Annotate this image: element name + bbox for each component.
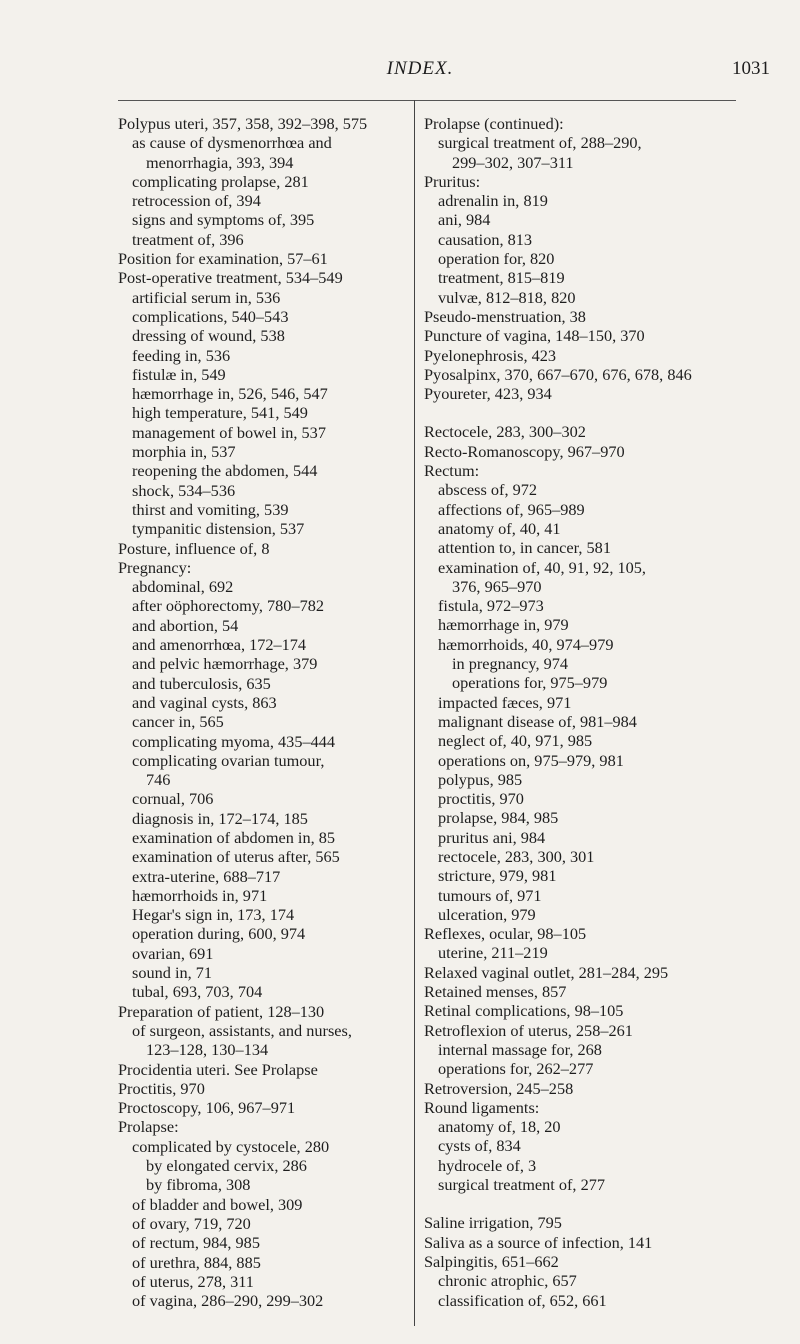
index-entry: Round ligaments:	[424, 1097, 540, 1117]
index-subentry: hæmorrhoids, 40, 974–979	[438, 634, 614, 654]
index-entry: Procidentia uteri. See Prolapse	[118, 1059, 318, 1079]
header-rule	[118, 100, 736, 101]
index-subentry: operations on, 975–979, 981	[438, 750, 624, 770]
index-subentry: complications, 540–543	[132, 306, 289, 326]
index-entry: Position for examination, 57–61	[118, 249, 328, 269]
index-entry: Rectum:	[424, 461, 480, 481]
index-subentry: 299–302, 307–311	[452, 152, 574, 172]
index-subentry: and tuberculosis, 635	[132, 673, 271, 693]
index-entry: Puncture of vagina, 148–150, 370	[424, 326, 645, 346]
index-subentry: anatomy of, 40, 41	[438, 518, 561, 538]
index-subentry: complicated by cystocele, 280	[132, 1136, 330, 1156]
index-subentry: of uterus, 278, 311	[132, 1271, 254, 1291]
index-subentry: treatment, 815–819	[438, 268, 565, 288]
index-subentry: hæmorrhage in, 979	[438, 615, 569, 635]
index-subentry: chronic atrophic, 657	[438, 1271, 577, 1291]
index-subentry: impacted fæces, 971	[438, 692, 572, 712]
index-subentry: vulvæ, 812–818, 820	[438, 287, 576, 307]
index-subentry: polypus, 985	[438, 769, 523, 789]
index-subentry: abdominal, 692	[132, 577, 234, 597]
index-subentry: Hegar's sign in, 173, 174	[132, 905, 295, 925]
index-subentry: 123–128, 130–134	[146, 1040, 269, 1060]
index-subentry: as cause of dysmenorrhœa and	[132, 133, 332, 153]
index-subentry: examination of abdomen in, 85	[132, 827, 336, 847]
index-subentry: hæmorrhoids in, 971	[132, 885, 268, 905]
index-subentry: signs and symptoms of, 395	[132, 210, 315, 230]
index-subentry: complicating prolapse, 281	[132, 171, 309, 191]
page-header	[70, 58, 770, 92]
index-entry: Salpingitis, 651–662	[424, 1251, 559, 1271]
index-subentry: rectocele, 283, 300, 301	[438, 846, 595, 866]
index-subentry: by elongated cervix, 286	[146, 1156, 307, 1176]
index-subentry: 376, 965–970	[452, 576, 542, 596]
index-entry: Saline irrigation, 795	[424, 1213, 562, 1233]
index-entry: Prolapse (continued):	[424, 114, 564, 133]
index-subentry: of urethra, 884, 885	[132, 1252, 261, 1272]
index-entry: Posture, influence of, 8	[118, 538, 270, 558]
index-subentry: in pregnancy, 974	[452, 654, 569, 674]
index-subentry: examination of, 40, 91, 92, 105,	[438, 557, 647, 577]
index-subentry: sound in, 71	[132, 963, 213, 983]
index-subentry: uterine, 211–219	[438, 943, 548, 963]
index-subentry: artificial serum in, 536	[132, 287, 281, 307]
index-entry: Pruritus:	[424, 171, 481, 191]
index-entry: Retroflexion of uterus, 258–261	[424, 1020, 633, 1040]
index-subentry: reopening the abdomen, 544	[132, 461, 318, 481]
index-subentry: retrocession of, 394	[132, 191, 261, 211]
index-entry: Retinal complications, 98–105	[424, 1001, 624, 1021]
index-subentry: pruritus ani, 984	[438, 827, 546, 847]
index-subentry: of bladder and bowel, 309	[132, 1194, 303, 1214]
index-subentry: hæmorrhage in, 526, 546, 547	[132, 384, 328, 404]
index-subentry: affections of, 965–989	[438, 499, 585, 519]
index-subentry: dressing of wound, 538	[132, 326, 285, 346]
index-entry: Prolapse:	[118, 1117, 179, 1137]
index-subentry: operations for, 975–979	[452, 673, 608, 693]
index-subentry: operations for, 262–277	[438, 1059, 594, 1079]
index-subentry: diagnosis in, 172–174, 185	[132, 808, 308, 828]
index-subentry: causation, 813	[438, 229, 533, 249]
index-subentry: tubal, 693, 703, 704	[132, 982, 263, 1002]
index-entry: Pseudo-menstruation, 38	[424, 306, 586, 326]
index-subentry: examination of uterus after, 565	[132, 847, 340, 867]
index-subentry: management of bowel in, 537	[132, 422, 326, 442]
index-entry: Pyosalpinx, 370, 667–670, 676, 678, 846	[424, 364, 692, 384]
index-subentry: shock, 534–536	[132, 480, 236, 500]
index-entry: Proctoscopy, 106, 967–971	[118, 1098, 296, 1118]
index-subentry: of rectum, 984, 985	[132, 1233, 260, 1253]
index-subentry: fistula, 972–973	[438, 596, 544, 616]
index-subentry: of ovary, 719, 720	[132, 1213, 251, 1233]
index-subentry: feeding in, 536	[132, 345, 231, 365]
index-subentry: adrenalin in, 819	[438, 191, 548, 211]
index-subentry: of vagina, 286–290, 299–302	[132, 1291, 324, 1311]
index-entry: Recto-Romanoscopy, 967–970	[424, 441, 625, 461]
index-subentry: high temperature, 541, 549	[132, 403, 308, 423]
index-subentry: fistulæ in, 549	[132, 364, 226, 384]
index-subentry: of surgeon, assistants, and nurses,	[132, 1020, 352, 1040]
index-subentry: anatomy of, 18, 20	[438, 1117, 561, 1137]
index-entry: Retained menses, 857	[424, 982, 567, 1002]
index-subentry: abscess of, 972	[438, 480, 538, 500]
index-subentry: tumours of, 971	[438, 885, 542, 905]
index-subentry: internal massage for, 268	[438, 1039, 602, 1059]
index-entry: Pyelonephrosis, 423	[424, 345, 557, 365]
index-subentry: operation for, 820	[438, 249, 555, 269]
index-subentry: stricture, 979, 981	[438, 866, 557, 886]
index-column-right	[424, 114, 736, 1310]
index-entry: Pregnancy:	[118, 557, 192, 577]
index-entry: Rectocele, 283, 300–302	[424, 422, 586, 442]
index-subentry: and pelvic hæmorrhage, 379	[132, 654, 318, 674]
index-subentry: surgical treatment of, 277	[438, 1175, 605, 1195]
index-subentry: after oöphorectomy, 780–782	[132, 596, 325, 616]
index-subentry: 746	[146, 770, 171, 790]
index-subentry: surgical treatment of, 288–290,	[438, 133, 642, 153]
index-subentry: complicating myoma, 435–444	[132, 731, 336, 751]
index-subentry: prolapse, 984, 985	[438, 808, 559, 828]
index-subentry: and vaginal cysts, 863	[132, 692, 277, 712]
index-subentry: cornual, 706	[132, 789, 214, 809]
index-subentry: thirst and vomiting, 539	[132, 499, 289, 519]
running-title: INDEX.	[386, 58, 454, 79]
index-subentry: ovarian, 691	[132, 943, 214, 963]
index-subentry: cysts of, 834	[438, 1136, 521, 1156]
index-entry: Retroversion, 245–258	[424, 1078, 574, 1098]
page-number: 1031	[732, 58, 770, 79]
index-subentry: operation during, 600, 974	[132, 924, 306, 944]
index-subentry: ulceration, 979	[438, 904, 536, 924]
index-subentry: complicating ovarian tumour,	[132, 750, 325, 770]
index-subentry: malignant disease of, 981–984	[438, 711, 637, 731]
index-subentry: and abortion, 54	[132, 615, 239, 635]
index-subentry: morphia in, 537	[132, 442, 236, 462]
index-subentry: tympanitic distension, 537	[132, 519, 305, 539]
index-entry: Proctitis, 970	[118, 1078, 205, 1098]
index-entry: Preparation of patient, 128–130	[118, 1001, 325, 1021]
index-entry: Post-operative treatment, 534–549	[118, 268, 343, 288]
index-column-left	[118, 114, 392, 1310]
index-subentry: neglect of, 40, 971, 985	[438, 731, 593, 751]
index-subentry: extra-uterine, 688–717	[132, 866, 281, 886]
index-subentry: hydrocele of, 3	[438, 1155, 537, 1175]
index-subentry: menorrhagia, 393, 394	[146, 152, 294, 172]
column-divider	[414, 100, 415, 1326]
index-entry: Pyoureter, 423, 934	[424, 384, 552, 404]
index-subentry: attention to, in cancer, 581	[438, 538, 611, 558]
index-subentry: ani, 984	[438, 210, 491, 230]
index-subentry: and amenorrhœa, 172–174	[132, 635, 307, 655]
index-subentry: classification of, 652, 661	[438, 1290, 607, 1310]
index-entry: Saliva as a source of infection, 141	[424, 1232, 653, 1252]
index-entry: Polypus uteri, 357, 358, 392–398, 575	[118, 114, 368, 133]
index-subentry: proctitis, 970	[438, 789, 524, 809]
index-entry: Reflexes, ocular, 98–105	[424, 924, 587, 944]
index-subentry: by fibroma, 308	[146, 1175, 251, 1195]
index-subentry: cancer in, 565	[132, 712, 224, 732]
index-subentry: treatment of, 396	[132, 229, 244, 249]
index-entry: Relaxed vaginal outlet, 281–284, 295	[424, 962, 669, 982]
